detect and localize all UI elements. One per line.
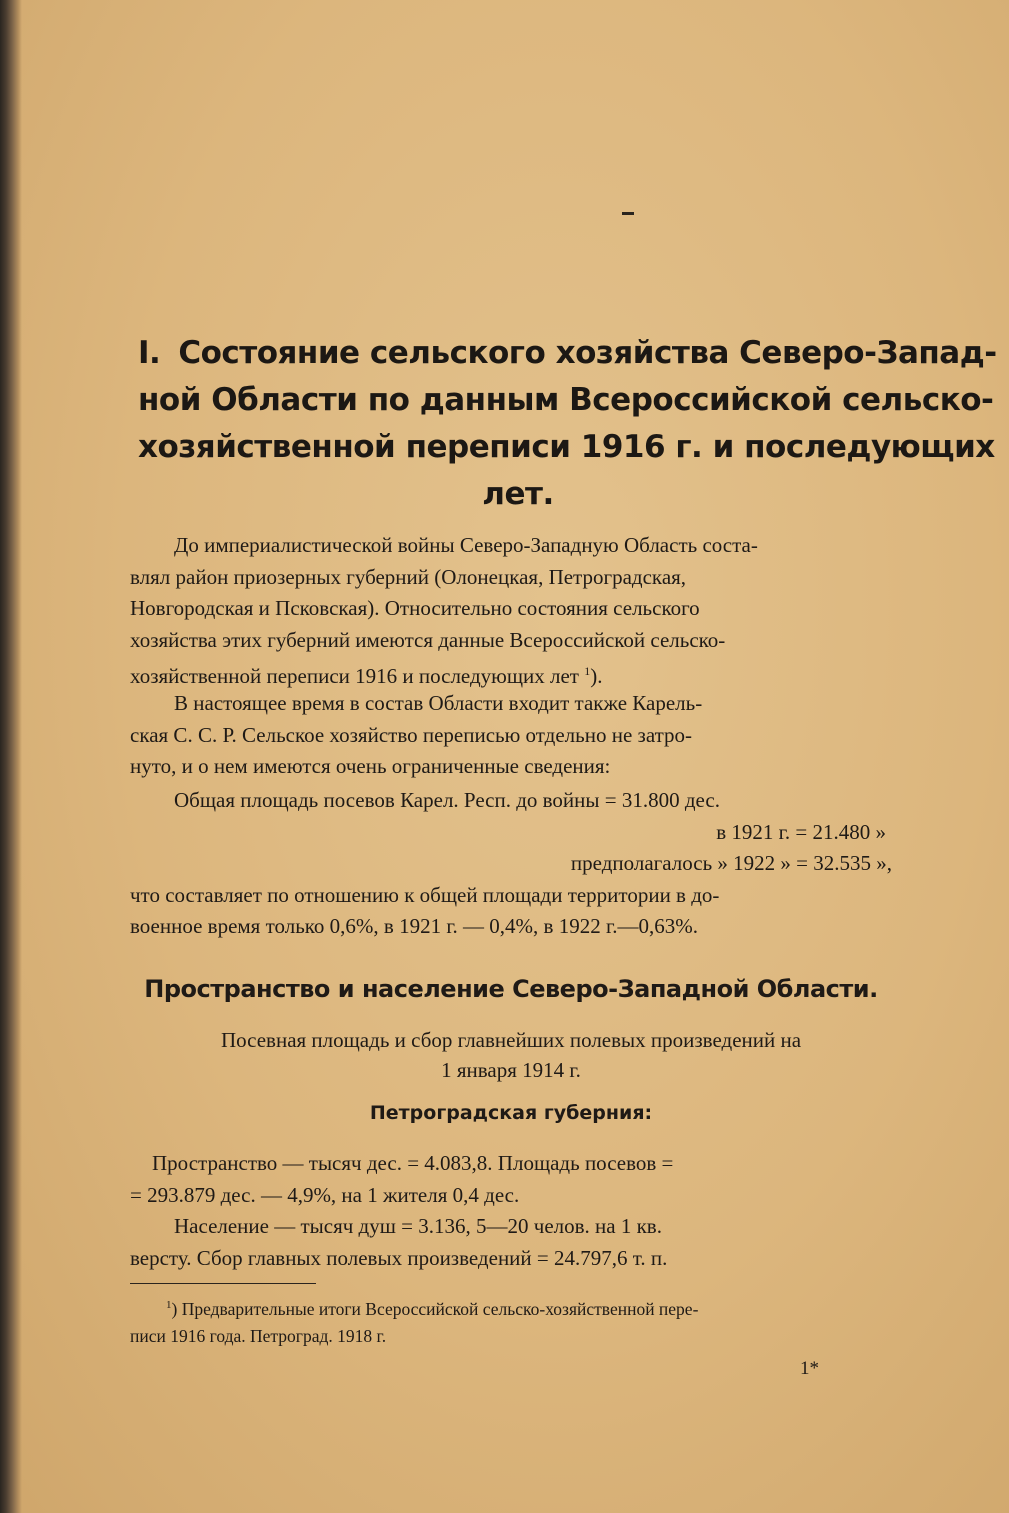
page-binding-edge [0, 0, 22, 1513]
sown-area-block [130, 785, 892, 943]
signature-mark: 1* [800, 1358, 819, 1379]
title-line-2: ной Области по данным Всероссийской сельско- [138, 382, 994, 418]
section-subtitle [130, 1025, 892, 1085]
footnote-line-1: ) Предварительные итоги Всероссийской сельско-хозяйственной пере- [171, 1298, 699, 1319]
stats-line-3: Население — тысяч душ = 3.136, 5—20 челов. на 1 кв. [174, 1214, 662, 1238]
sown-line-4: что составляет по отношению к общей площади территории в до- [130, 882, 720, 907]
footnote-ref: 1 [584, 664, 591, 678]
paragraph-1 [130, 530, 892, 693]
p1-end: ). [590, 664, 603, 688]
p1-line-4: хозяйства этих губерний имеются данные Всероссийской сельско- [130, 627, 726, 652]
stats-line-2: = 293.879 дес. — 4,9%, на 1 жителя 0,4 дес. [130, 1182, 520, 1207]
p1-line-2: влял район приозерных губерний (Олонецкая, Петроградская, [130, 564, 687, 589]
p1-line-1: До империалистической войны Северо-Западную Область соста- [174, 533, 758, 557]
subtitle-line-1: Посевная площадь и сбор главнейших полевых произведений на [220, 1028, 802, 1052]
sown-line-3: предполагалось » 1922 » = 32.535 », [570, 851, 892, 875]
sown-line-2: в 1921 г. = 21.480 » [716, 819, 886, 844]
title-line-3: хозяйственной переписи 1916 г. и последующих [138, 429, 995, 465]
footnote-mark: 1 [166, 1299, 172, 1311]
p2-line-3: нуто, и о нем имеются очень ограниченные сведения: [130, 754, 611, 778]
p1-line-3: Новгородская и Псковская). Относительно состояния сельского [130, 596, 700, 620]
footnote-rule [130, 1283, 316, 1284]
stats-line-1: Пространство — тысяч дес. = 4.083,8. Площадь посевов = [152, 1151, 674, 1175]
stats-line-4: версту. Сбор главных полевых произведений = 24.797,6 т. п. [130, 1245, 668, 1270]
subtitle-line-2: 1 января 1914 г. [441, 1058, 581, 1082]
paragraph-2 [130, 688, 892, 783]
chapter-title [138, 330, 997, 518]
footnote-line-2: писи 1916 года. Петроград. 1918 г. [130, 1325, 387, 1346]
p2-line-2: ская С. С. Р. Сельское хозяйство переписью отдельно не затро- [130, 722, 693, 747]
footnote [130, 1292, 892, 1350]
p1-line-5: хозяйственной переписи 1916 и последующих лет [130, 664, 579, 688]
title-line-4: лет. [482, 476, 554, 512]
chapter-number: I. [138, 335, 161, 371]
stats-block [130, 1148, 892, 1274]
p2-line-1: В настоящее время в состав Области входит также Карель- [174, 691, 703, 715]
dash-mark [622, 212, 634, 215]
province-title: Петроградская губерния: [369, 1102, 653, 1124]
sown-line-5: военное время только 0,6%, в 1921 г. — 0,4%, в 1922 г.—0,63%. [130, 914, 698, 938]
section-title: Пространство и население Северо-Западной Области. [144, 975, 878, 1003]
title-line-1: Состояние сельского хозяйства Северо-Запад- [178, 335, 997, 371]
sown-line-1: Общая площадь посевов Карел. Респ. до войны = 31.800 дес. [174, 788, 720, 812]
